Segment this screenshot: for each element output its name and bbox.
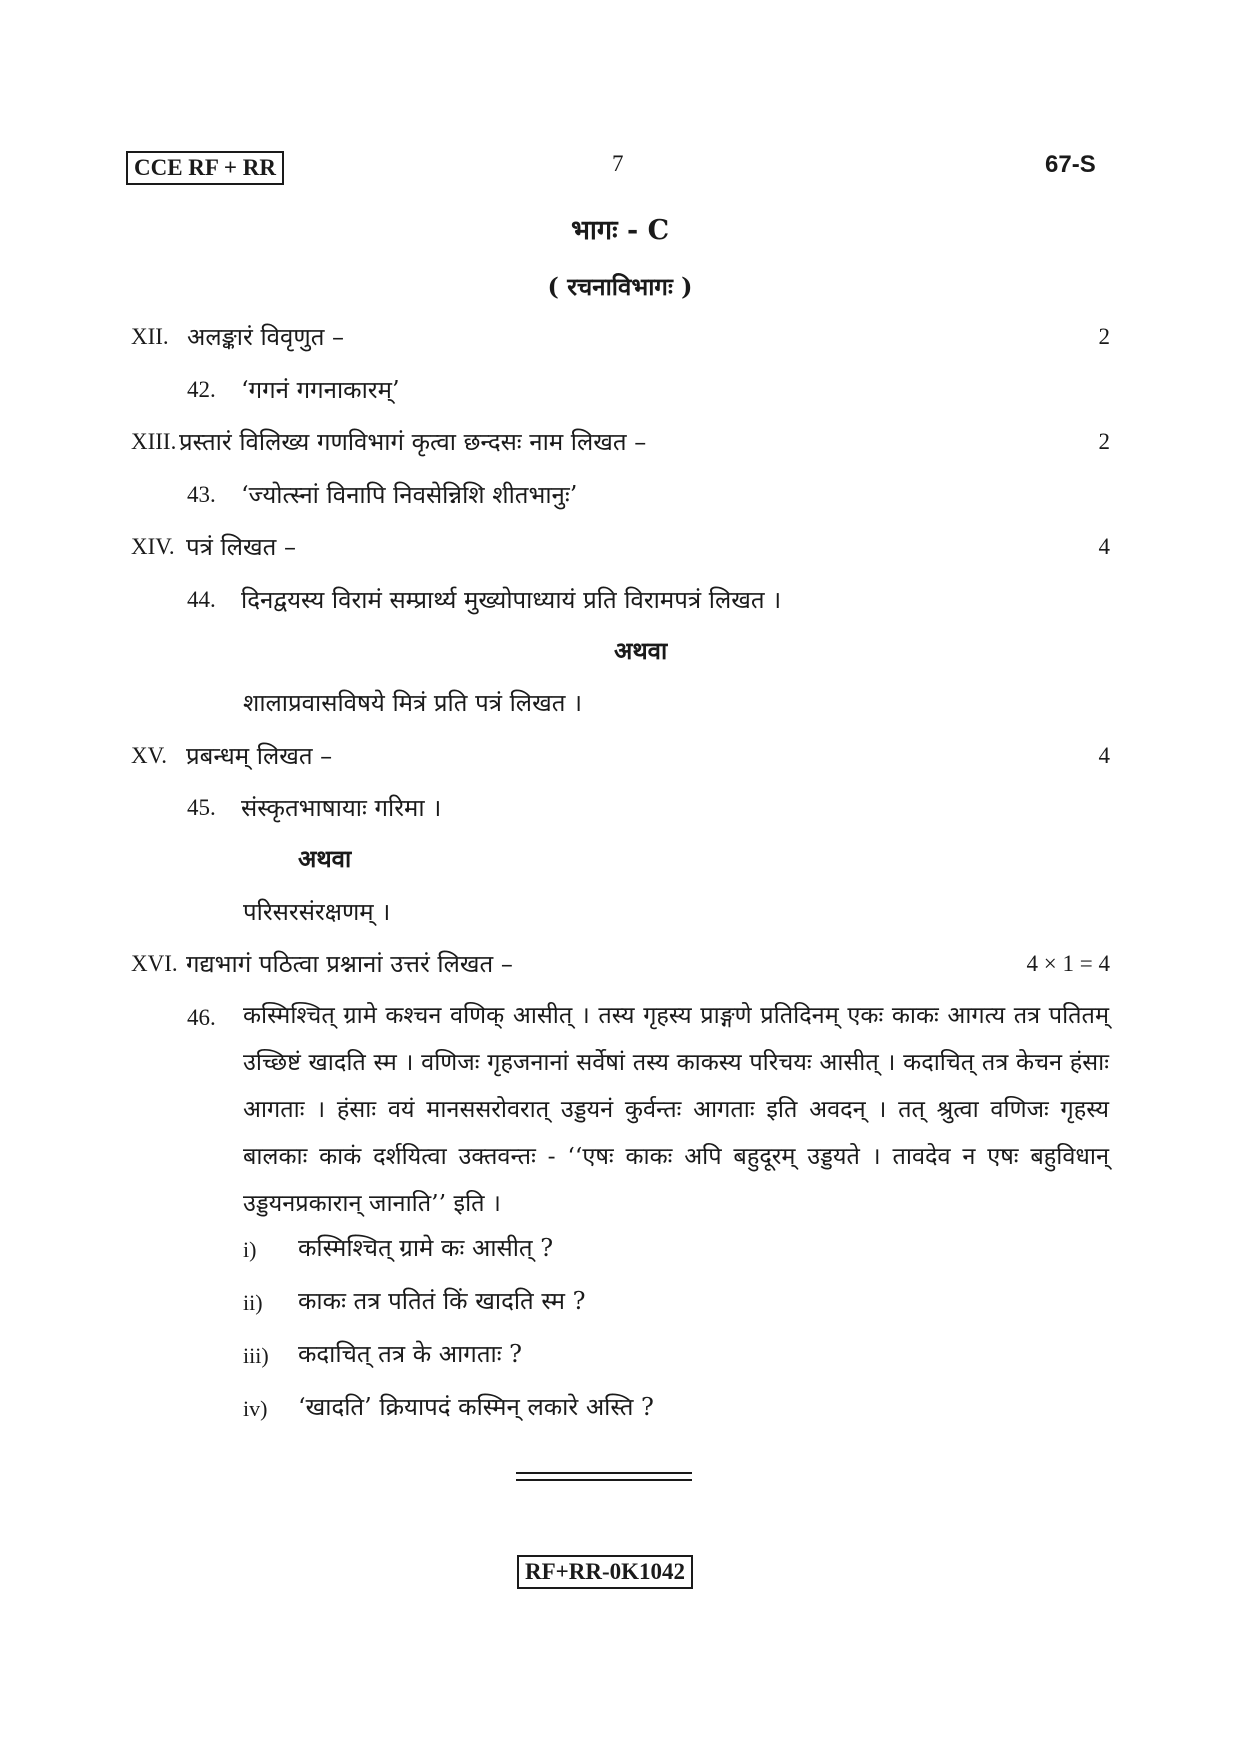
- footer-code: RF+RR-0K1042: [517, 1555, 693, 1589]
- question-text-45: संस्कृतभाषायाः गरिमा ।: [241, 794, 442, 822]
- question-text-xiv: पत्रं लिखत –: [186, 533, 296, 561]
- section-subtitle: ( रचनाविभागः ): [547, 272, 693, 301]
- question-number-46: 46.: [187, 1005, 216, 1030]
- question-text-42: ‘गगनं गगनाकारम्’: [241, 376, 400, 404]
- end-rule-bottom: [516, 1479, 692, 1481]
- subquestion-label-iv: iv): [243, 1396, 268, 1421]
- question-roman-xiv: XIV.: [131, 534, 175, 559]
- question-roman-xv: XV.: [131, 743, 168, 768]
- question-number-43: 43.: [187, 482, 216, 507]
- question-text-xii: अलङ्कारं विवृणुत –: [187, 323, 345, 351]
- page-number: 7: [612, 151, 624, 176]
- question-text-43: ‘ज्योत्स्नां विनापि निवसेन्निशि शीतभानुः’: [241, 481, 578, 509]
- question-number-45: 45.: [187, 795, 216, 820]
- or-separator-1: अथवा: [614, 636, 668, 665]
- question-text-44: दिनद्वयस्य विरामं सम्प्रार्थ्य मुख्योपाध्यायं प्रति विरामपत्रं लिखत ।: [241, 586, 782, 614]
- alternative-text-45: परिसरसंरक्षणम् ।: [243, 898, 391, 926]
- question-roman-xvi: XVI.: [131, 951, 178, 976]
- passage-paragraph: कस्मिश्चित् ग्रामे कश्चन वणिक् आसीत् । तस्य गृहस्य प्राङ्गणे प्रतिदिनम् एकः काकः आगत्य तत्र पतितम् उच्छिष्टं खादति स्म । वणिजः गृहजनानां सर्वेषां तस्य काकस्य परिचयः आसीत् । कदाचित् तत्र केचन हंसाः आगताः । हंसाः वयं मानससरोवरात् उड्डयनं कुर्वन्तः आगताः इति अवदन् । तत् श्रुत्वा वणिजः गृहस्य बालकाः काकं दर्शयित्वा उक्तवन्तः - ‘‘एषः काकः अपि बहुदूरम् उड्डयते । तावदेव न एषः बहुविधान् उड्डयनप्रकारान् जानाति’’ इति ।: [243, 1001, 1109, 1217]
- question-marks-xii: 2: [1098, 324, 1110, 349]
- subquestion-label-i: i): [243, 1237, 257, 1262]
- subquestion-text-ii: काकः तत्र पतितं किं खादति स्म ?: [298, 1287, 586, 1315]
- or-separator-2: अथवा: [298, 844, 352, 873]
- question-roman-xiii: XIII.: [131, 429, 177, 454]
- subquestion-label-ii: ii): [243, 1290, 263, 1315]
- question-number-44: 44.: [187, 587, 216, 612]
- subquestion-text-i: कस्मिश्चित् ग्रामे कः आसीत् ?: [298, 1234, 554, 1262]
- section-title: भागः - C: [570, 215, 670, 246]
- end-rule-top: [516, 1472, 692, 1474]
- question-text-xiii: प्रस्तारं विलिख्य गणविभागं कृत्वा छन्दसः नाम लिखत –: [179, 428, 647, 456]
- question-text-xv: प्रबन्धम् लिखत –: [186, 742, 333, 770]
- header-left-code: CCE RF + RR: [126, 151, 284, 185]
- question-marks-xiv: 4: [1098, 534, 1110, 559]
- subquestion-text-iv: ‘खादति’ क्रियापदं कस्मिन् लकारे अस्ति ?: [298, 1393, 654, 1421]
- question-roman-xii: XII.: [131, 324, 169, 349]
- question-text-xvi: गद्यभागं पठित्वा प्रश्नानां उत्तरं लिखत –: [186, 950, 513, 978]
- header-right-code: 67-S: [1045, 151, 1096, 178]
- subquestion-label-iii: iii): [243, 1343, 269, 1368]
- alternative-text-44: शालाप्रवासविषये मित्रं प्रति पत्रं लिखत ।: [243, 689, 583, 717]
- question-number-42: 42.: [187, 377, 216, 402]
- question-marks-xiii: 2: [1098, 429, 1110, 454]
- question-marks-xv: 4: [1098, 743, 1110, 768]
- question-marks-xvi: 4 × 1 = 4: [1026, 951, 1110, 976]
- subquestion-text-iii: कदाचित् तत्र के आगताः ?: [298, 1340, 523, 1368]
